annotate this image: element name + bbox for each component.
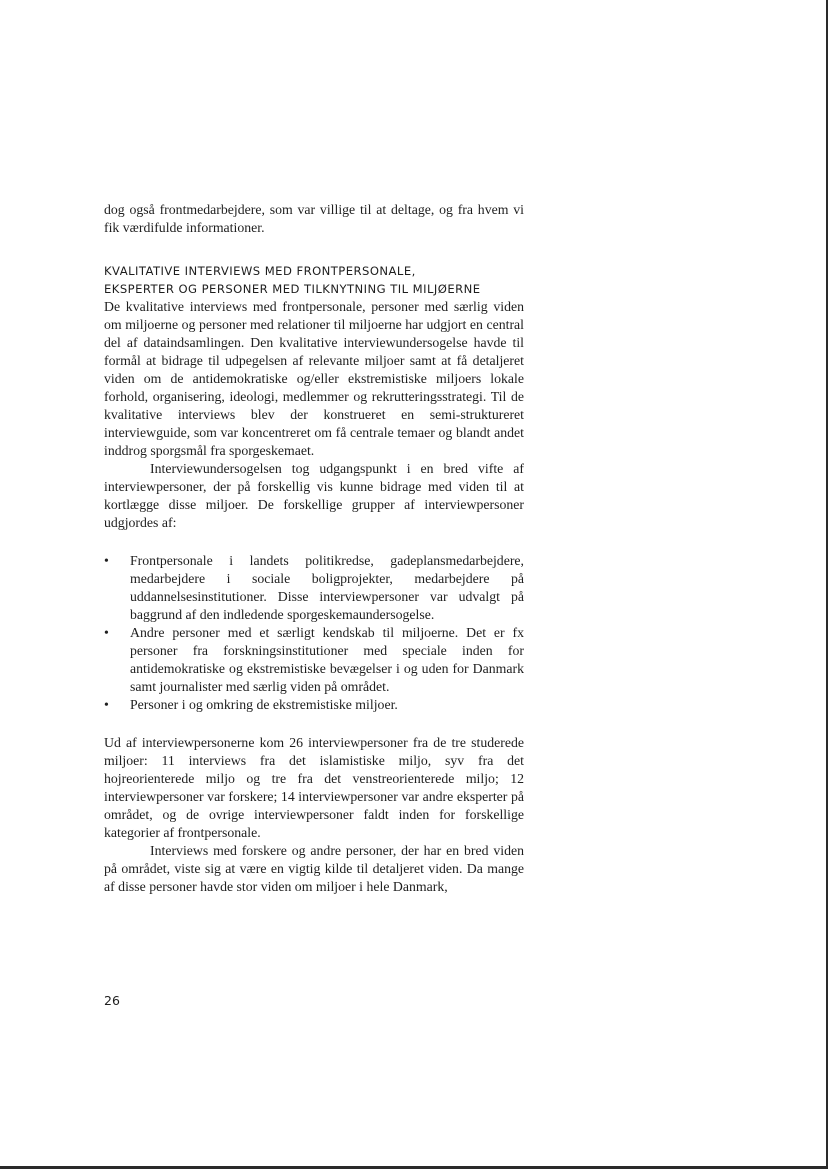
bullet-text: Personer i og omkring de ekstremistiske miljoer. [130, 697, 398, 712]
section-heading [104, 262, 524, 298]
spacer [104, 532, 524, 552]
paragraph-1: De kvalitative interviews med frontpersonale, personer med særlig viden om miljoerne og personer med relationer til miljoerne har udgjort en central del af dataindsamlingen. Den kvalitative interviewundersogelse havde til formål at bidrage til udpegelsen af relevante miljoer samt at få detaljeret viden om de antidemokratiske og/eller ekstremistiske miljoers lokale forhold, organisering, ideologi, medlemmer og rekrutteringsstrategi. Til de kvalitative interviews blev der konstrueret en semi-struktureret interviewguide, som var koncentreret om få centrale temaer og blandt andet inddrog sporgsmål fra sporgeskemaet. [104, 299, 524, 458]
bullet-item-andre-personer [104, 624, 524, 696]
paragraph-4: Interviews med forskere og andre personer, der har en bred viden på området, viste sig at være en vigtig kilde til detaljeret viden. Da mange af disse personer havde stor viden om miljoer i hele Danmark, [104, 843, 524, 894]
bullet-marker: • [104, 553, 109, 568]
bullet-item-frontpersonale [104, 552, 524, 624]
bullet-item-ekstremistiske-miljoer [104, 696, 524, 714]
section-heading-line-2: EKSPERTER OG PERSONER MED TILKNYTNING TIL MILJØERNE [104, 282, 481, 296]
bullet-text: Frontpersonale i landets politikredse, gadeplansmedarbejdere, medarbejdere i sociale boligprojekter, medarbejdere på uddannelsesinstitutioner. Disse interviewpersoner var udvalgt på baggrund af den indledende sporgeskemaundersogelse. [130, 553, 524, 622]
spacer [104, 714, 524, 734]
body-text [104, 201, 524, 896]
bullet-marker: • [104, 625, 109, 640]
bullet-list [104, 552, 524, 714]
intro-paragraph: dog også frontmedarbejdere, som var villige til at deltage, og fra hvem vi fik værdifulde informationer. [104, 202, 524, 235]
page-number: 26 [104, 993, 120, 1008]
paragraph-3: Ud af interviewpersonerne kom 26 interviewpersoner fra de tre studerede miljoer: 11 interviews fra det islamistiske miljo, syv fra det hojreorienterede miljo og tre fra det venstreorienterede miljo; 12 interviewpersoner var forskere; 14 interviewpersoner var andre eksperter på området, og de ovrige interviewpersoner faldt inden for forskellige kategorier af frontpersonale. [104, 735, 524, 840]
spacer [104, 237, 524, 262]
bullet-marker: • [104, 697, 109, 712]
paragraph-2: Interviewundersogelsen tog udgangspunkt i en bred vifte af interviewpersoner, der på forskellig vis kunne bidrage med viden til at kortlægge disse miljoer. De forskellige grupper af interviewpersoner udgjordes af: [104, 461, 524, 530]
bullet-text: Andre personer med et særligt kendskab til miljoerne. Det er fx personer fra forskningsinstitutioner med speciale inden for antidemokratiske og ekstremistiske bevægelser i og uden for Danmark samt journalister med særlig viden på området. [130, 625, 524, 694]
section-heading-line-1: KVALITATIVE INTERVIEWS MED FRONTPERSONALE, [104, 264, 416, 278]
